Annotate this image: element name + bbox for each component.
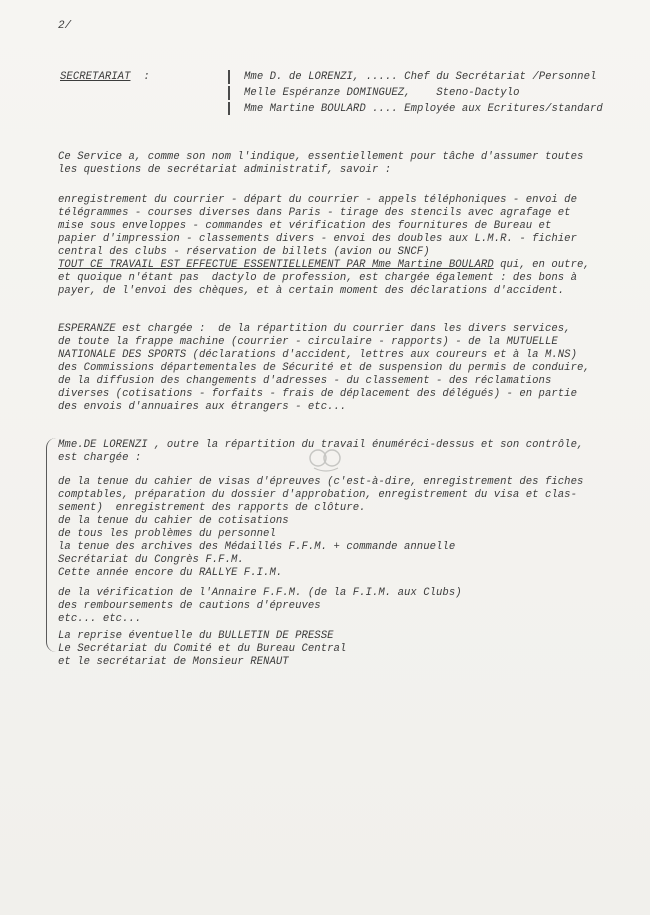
margin-bracket (46, 438, 57, 652)
boulard-underlined: TOUT CE TRAVAIL EST EFFECTUE ESSENTIELLEMENT PAR Mme Martine BOULARD (58, 259, 494, 271)
esperanze-line: diverses (cotisations - forfaits - frais de déplacement des délégués) - en partie (58, 388, 577, 400)
lorenzi-final-line: La reprise éventuelle du BULLETIN DE PRESSE (58, 630, 334, 642)
boulard-line: et quoique n'étant pas dactylo de profession, est chargée également : des bons à (58, 272, 577, 284)
staff-line: Mme Martine BOULARD .... Employée aux Ecritures/standard (244, 103, 603, 115)
lorenzi-final-line: et le secrétariat de Monsieur RENAUT (58, 656, 289, 668)
lorenzi-task-line: sement) enregistrement des rapports de clôture. (58, 502, 366, 514)
intro-line: Ce Service a, comme son nom l'indique, essentiellement pour tâche d'assumer toutes (58, 151, 584, 163)
boulard-rest: qui, en outre, (493, 259, 590, 271)
staff-divider-3 (228, 102, 230, 115)
esperanze-line: des envois d'annuaires aux étrangers - etc... (58, 401, 347, 413)
esperanze-line: de la diffusion des changements d'adresses - du classement - des réclamations (58, 375, 552, 387)
staff-line: Mme D. de LORENZI, ..... Chef du Secrétariat /Personnel (244, 71, 597, 83)
boulard-line: payer, de l'envoi des chèques, et à certain moment des déclarations d'accident. (58, 285, 565, 297)
esperanze-line: ESPERANZE est chargée : de la répartition du courrier dans les divers services, (58, 323, 571, 335)
lorenzi-task-line: de la tenue du cahier de cotisations (58, 515, 289, 527)
task-line: papier d'impression - classements divers - envoi des doubles aux L.M.R. - fichier (58, 233, 577, 245)
staff-divider-1 (228, 70, 230, 84)
staff-line: Melle Espéranze DOMINGUEZ, Steno-Dactylo (244, 87, 520, 99)
section-heading (60, 71, 150, 84)
section-label: SECRETARIAT (60, 71, 131, 83)
lorenzi-task-line: de tous les problèmes du personnel (58, 528, 276, 540)
task-line: central des clubs - réservation de billets (avion ou SNCF) (58, 246, 430, 258)
page-number: 2/ (58, 20, 72, 32)
lorenzi-task-line: Cette année encore du RALLYE F.I.M. (58, 567, 283, 579)
lorenzi-task-line: Secrétariat du Congrès F.F.M. (58, 554, 244, 566)
boulard-line (58, 259, 590, 272)
section-colon: : (143, 71, 150, 83)
esperanze-line: des Commissions départementales de Sécurité et de suspension du permis de conduire, (58, 362, 590, 374)
task-line: enregistrement du courrier - départ du courrier - appels téléphoniques - envoi de (58, 194, 577, 206)
lorenzi-more-line: etc... etc... (58, 613, 142, 625)
lorenzi-task-line: la tenue des archives des Médaillés F.F.M. + commande annuelle (58, 541, 456, 553)
lorenzi-intro-line: Mme.DE LORENZI , outre la répartition du travail énuméréci-dessus et son contrôle, (58, 439, 584, 451)
intro-line: les questions de secrétariat administratif, savoir : (58, 164, 392, 176)
lorenzi-more-line: de la vérification de l'Annaire F.F.M. (de la F.I.M. aux Clubs) (58, 587, 462, 599)
task-line: télégrammes - courses diverses dans Paris - tirage des stencils avec agrafage et (58, 207, 571, 219)
esperanze-line: NATIONALE DES SPORTS (déclarations d'accident, lettres aux coureurs et à la M.NS) (58, 349, 577, 361)
lorenzi-more-line: des remboursements de cautions d'épreuves (58, 600, 321, 612)
lorenzi-task-line: comptables, préparation du dossier d'approbation, enregistrement du visa et clas- (58, 489, 577, 501)
lorenzi-task-line: de la tenue du cahier de visas d'épreuves (c'est-à-dire, enregistrement des fiches (58, 476, 584, 488)
esperanze-line: de toute la frappe machine (courrier - circulaire - rapports) - de la MUTUELLE (58, 336, 558, 348)
task-line: mise sous enveloppes - commandes et vérification des fournitures de Bureau et (58, 220, 552, 232)
staff-divider-2 (228, 86, 230, 100)
lorenzi-intro-line: est chargée : (58, 452, 142, 464)
lorenzi-final-line: Le Secrétariat du Comité et du Bureau Central (58, 643, 347, 655)
